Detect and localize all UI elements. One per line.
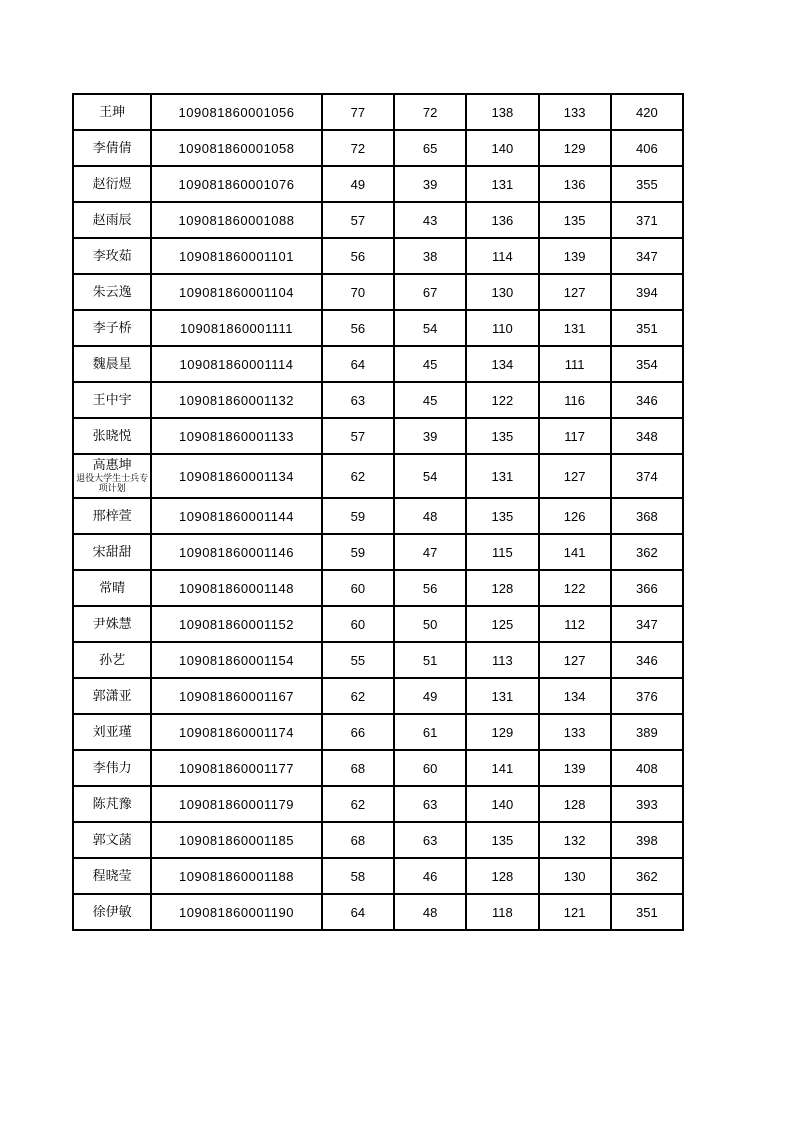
exam-id-cell: 109081860001133 (151, 418, 322, 454)
candidate-name: 赵衍煜 (92, 176, 132, 191)
total-cell: 346 (611, 642, 683, 678)
name-cell (73, 418, 151, 454)
table-row (73, 786, 683, 822)
score4-cell: 139 (539, 750, 611, 786)
name-cell-content (74, 141, 150, 156)
name-cell-content (74, 249, 150, 264)
name-cell (73, 858, 151, 894)
score1-cell: 62 (322, 786, 394, 822)
table-row (73, 714, 683, 750)
score3-cell: 131 (466, 454, 538, 498)
score2-cell: 39 (394, 418, 466, 454)
exam-id-cell: 109081860001146 (151, 534, 322, 570)
score1-cell: 68 (322, 750, 394, 786)
candidate-name: 孙艺 (99, 652, 126, 667)
score1-cell: 57 (322, 202, 394, 238)
score3-cell: 131 (466, 166, 538, 202)
name-cell (73, 822, 151, 858)
name-cell-content (74, 509, 150, 524)
candidate-name: 高惠坤 (92, 457, 132, 472)
score4-cell: 131 (539, 310, 611, 346)
table-row (73, 570, 683, 606)
score2-cell: 49 (394, 678, 466, 714)
total-cell: 393 (611, 786, 683, 822)
total-cell: 351 (611, 894, 683, 930)
score1-cell: 56 (322, 310, 394, 346)
name-cell-content (74, 357, 150, 372)
table-row (73, 94, 683, 130)
name-cell-content (74, 545, 150, 560)
score2-cell: 45 (394, 346, 466, 382)
exam-id-cell: 109081860001167 (151, 678, 322, 714)
candidate-name: 张晓悦 (92, 428, 132, 443)
exam-id-cell: 109081860001144 (151, 498, 322, 534)
score2-cell: 54 (394, 310, 466, 346)
score1-cell: 59 (322, 498, 394, 534)
table-row (73, 642, 683, 678)
score2-cell: 45 (394, 382, 466, 418)
name-cell (73, 750, 151, 786)
exam-id-cell: 109081860001188 (151, 858, 322, 894)
score-table-body (73, 94, 683, 930)
table-row (73, 238, 683, 274)
name-cell-content (74, 321, 150, 336)
score4-cell: 127 (539, 642, 611, 678)
candidate-name: 宋甜甜 (92, 544, 132, 559)
name-cell (73, 130, 151, 166)
score2-cell: 38 (394, 238, 466, 274)
score2-cell: 63 (394, 786, 466, 822)
score3-cell: 113 (466, 642, 538, 678)
total-cell: 354 (611, 346, 683, 382)
score4-cell: 127 (539, 454, 611, 498)
name-cell (73, 202, 151, 238)
name-cell (73, 642, 151, 678)
total-cell: 355 (611, 166, 683, 202)
candidate-name: 朱云逸 (92, 284, 132, 299)
score4-cell: 121 (539, 894, 611, 930)
score4-cell: 130 (539, 858, 611, 894)
score2-cell: 61 (394, 714, 466, 750)
table-row (73, 894, 683, 930)
total-cell: 346 (611, 382, 683, 418)
score1-cell: 57 (322, 418, 394, 454)
name-cell-content (74, 213, 150, 228)
exam-id-cell: 109081860001088 (151, 202, 322, 238)
score3-cell: 138 (466, 94, 538, 130)
score3-cell: 140 (466, 130, 538, 166)
score1-cell: 59 (322, 534, 394, 570)
name-cell-content (74, 653, 150, 668)
score3-cell: 122 (466, 382, 538, 418)
score4-cell: 117 (539, 418, 611, 454)
name-cell (73, 382, 151, 418)
score3-cell: 128 (466, 570, 538, 606)
name-cell (73, 894, 151, 930)
score1-cell: 56 (322, 238, 394, 274)
score4-cell: 112 (539, 606, 611, 642)
score3-cell: 135 (466, 418, 538, 454)
exam-id-cell: 109081860001177 (151, 750, 322, 786)
total-cell: 398 (611, 822, 683, 858)
name-cell (73, 606, 151, 642)
score1-cell: 60 (322, 570, 394, 606)
score4-cell: 133 (539, 94, 611, 130)
exam-id-cell: 109081860001101 (151, 238, 322, 274)
name-cell-content (74, 285, 150, 300)
name-cell (73, 786, 151, 822)
score4-cell: 127 (539, 274, 611, 310)
score1-cell: 62 (322, 678, 394, 714)
score-table-container (72, 93, 684, 931)
total-cell: 347 (611, 606, 683, 642)
score4-cell: 136 (539, 166, 611, 202)
exam-id-cell: 109081860001058 (151, 130, 322, 166)
name-cell-content (74, 393, 150, 408)
score1-cell: 58 (322, 858, 394, 894)
table-row (73, 202, 683, 238)
score4-cell: 135 (539, 202, 611, 238)
candidate-name: 魏晨星 (92, 356, 132, 371)
name-cell-content (74, 761, 150, 776)
score2-cell: 43 (394, 202, 466, 238)
total-cell: 389 (611, 714, 683, 750)
candidate-name: 郭文菡 (92, 832, 132, 847)
score2-cell: 47 (394, 534, 466, 570)
name-cell-content (74, 869, 150, 884)
total-cell: 371 (611, 202, 683, 238)
exam-id-cell: 109081860001104 (151, 274, 322, 310)
score1-cell: 60 (322, 606, 394, 642)
name-cell (73, 346, 151, 382)
candidate-name: 李倩倩 (92, 140, 132, 155)
total-cell: 408 (611, 750, 683, 786)
name-cell (73, 570, 151, 606)
candidate-name: 常晴 (99, 580, 126, 595)
score3-cell: 129 (466, 714, 538, 750)
name-cell-content (74, 797, 150, 812)
total-cell: 406 (611, 130, 683, 166)
score4-cell: 126 (539, 498, 611, 534)
exam-id-cell: 109081860001185 (151, 822, 322, 858)
candidate-name: 尹姝慧 (92, 616, 132, 631)
candidate-name: 刘亚瑾 (92, 724, 132, 739)
score2-cell: 51 (394, 642, 466, 678)
candidate-name: 王珅 (99, 104, 126, 119)
score3-cell: 128 (466, 858, 538, 894)
name-cell-content (74, 429, 150, 444)
score3-cell: 135 (466, 822, 538, 858)
score4-cell: 133 (539, 714, 611, 750)
score2-cell: 67 (394, 274, 466, 310)
table-row (73, 678, 683, 714)
table-row (73, 534, 683, 570)
score2-cell: 65 (394, 130, 466, 166)
table-row (73, 454, 683, 498)
table-row (73, 310, 683, 346)
name-cell (73, 310, 151, 346)
score1-cell: 64 (322, 346, 394, 382)
score3-cell: 118 (466, 894, 538, 930)
candidate-name: 陈芃豫 (92, 796, 132, 811)
score3-cell: 110 (466, 310, 538, 346)
exam-id-cell: 109081860001134 (151, 454, 322, 498)
candidate-name: 李玫茹 (92, 248, 132, 263)
score-table (72, 93, 684, 931)
exam-id-cell: 109081860001076 (151, 166, 322, 202)
score3-cell: 115 (466, 534, 538, 570)
score4-cell: 129 (539, 130, 611, 166)
score1-cell: 70 (322, 274, 394, 310)
score3-cell: 134 (466, 346, 538, 382)
score4-cell: 132 (539, 822, 611, 858)
total-cell: 348 (611, 418, 683, 454)
score4-cell: 111 (539, 346, 611, 382)
total-cell: 362 (611, 858, 683, 894)
table-row (73, 750, 683, 786)
total-cell: 374 (611, 454, 683, 498)
exam-id-cell: 109081860001174 (151, 714, 322, 750)
name-cell-content (74, 105, 150, 120)
table-row (73, 858, 683, 894)
exam-id-cell: 109081860001152 (151, 606, 322, 642)
name-cell (73, 498, 151, 534)
score3-cell: 140 (466, 786, 538, 822)
exam-id-cell: 109081860001132 (151, 382, 322, 418)
score2-cell: 46 (394, 858, 466, 894)
score1-cell: 64 (322, 894, 394, 930)
score3-cell: 141 (466, 750, 538, 786)
score1-cell: 77 (322, 94, 394, 130)
score2-cell: 50 (394, 606, 466, 642)
name-cell-content (74, 177, 150, 192)
name-cell-content (74, 617, 150, 632)
score4-cell: 134 (539, 678, 611, 714)
score3-cell: 131 (466, 678, 538, 714)
score1-cell: 49 (322, 166, 394, 202)
score1-cell: 72 (322, 130, 394, 166)
score4-cell: 141 (539, 534, 611, 570)
score2-cell: 39 (394, 166, 466, 202)
score3-cell: 135 (466, 498, 538, 534)
candidate-name: 王中宇 (92, 392, 132, 407)
score1-cell: 66 (322, 714, 394, 750)
candidate-name: 赵雨辰 (92, 212, 132, 227)
score3-cell: 130 (466, 274, 538, 310)
name-cell (73, 534, 151, 570)
score2-cell: 48 (394, 894, 466, 930)
exam-id-cell: 109081860001148 (151, 570, 322, 606)
score1-cell: 63 (322, 382, 394, 418)
name-cell-content (74, 689, 150, 704)
name-cell-content (74, 581, 150, 596)
table-row (73, 274, 683, 310)
score3-cell: 136 (466, 202, 538, 238)
candidate-name: 邢梓萱 (92, 508, 132, 523)
table-row (73, 418, 683, 454)
candidate-name: 李伟力 (92, 760, 132, 775)
candidate-name: 郭潇亚 (92, 688, 132, 703)
name-cell (73, 238, 151, 274)
candidate-note: 退役大学生士兵专项计划 (76, 472, 149, 494)
exam-id-cell: 109081860001179 (151, 786, 322, 822)
exam-id-cell: 109081860001056 (151, 94, 322, 130)
candidate-name: 李子桥 (92, 320, 132, 335)
total-cell: 362 (611, 534, 683, 570)
name-cell (73, 274, 151, 310)
table-row (73, 822, 683, 858)
name-cell-content (74, 833, 150, 848)
exam-id-cell: 109081860001111 (151, 310, 322, 346)
table-row (73, 130, 683, 166)
name-cell (73, 454, 151, 498)
score4-cell: 139 (539, 238, 611, 274)
exam-id-cell: 109081860001190 (151, 894, 322, 930)
candidate-name: 徐伊敏 (92, 904, 132, 919)
total-cell: 368 (611, 498, 683, 534)
table-row (73, 346, 683, 382)
table-row (73, 606, 683, 642)
score2-cell: 56 (394, 570, 466, 606)
score4-cell: 122 (539, 570, 611, 606)
name-cell (73, 166, 151, 202)
score4-cell: 128 (539, 786, 611, 822)
total-cell: 394 (611, 274, 683, 310)
total-cell: 366 (611, 570, 683, 606)
score2-cell: 72 (394, 94, 466, 130)
total-cell: 351 (611, 310, 683, 346)
exam-id-cell: 109081860001114 (151, 346, 322, 382)
total-cell: 420 (611, 94, 683, 130)
table-row (73, 166, 683, 202)
name-cell-content (74, 905, 150, 920)
score3-cell: 114 (466, 238, 538, 274)
exam-id-cell: 109081860001154 (151, 642, 322, 678)
candidate-name: 程晓莹 (92, 868, 132, 883)
score2-cell: 60 (394, 750, 466, 786)
name-cell (73, 714, 151, 750)
score3-cell: 125 (466, 606, 538, 642)
total-cell: 376 (611, 678, 683, 714)
score2-cell: 54 (394, 454, 466, 498)
total-cell: 347 (611, 238, 683, 274)
score1-cell: 55 (322, 642, 394, 678)
score4-cell: 116 (539, 382, 611, 418)
name-cell-content (74, 725, 150, 740)
name-cell (73, 94, 151, 130)
name-cell-content (74, 458, 150, 495)
score2-cell: 48 (394, 498, 466, 534)
table-row (73, 382, 683, 418)
score1-cell: 62 (322, 454, 394, 498)
table-row (73, 498, 683, 534)
score1-cell: 68 (322, 822, 394, 858)
score2-cell: 63 (394, 822, 466, 858)
name-cell (73, 678, 151, 714)
